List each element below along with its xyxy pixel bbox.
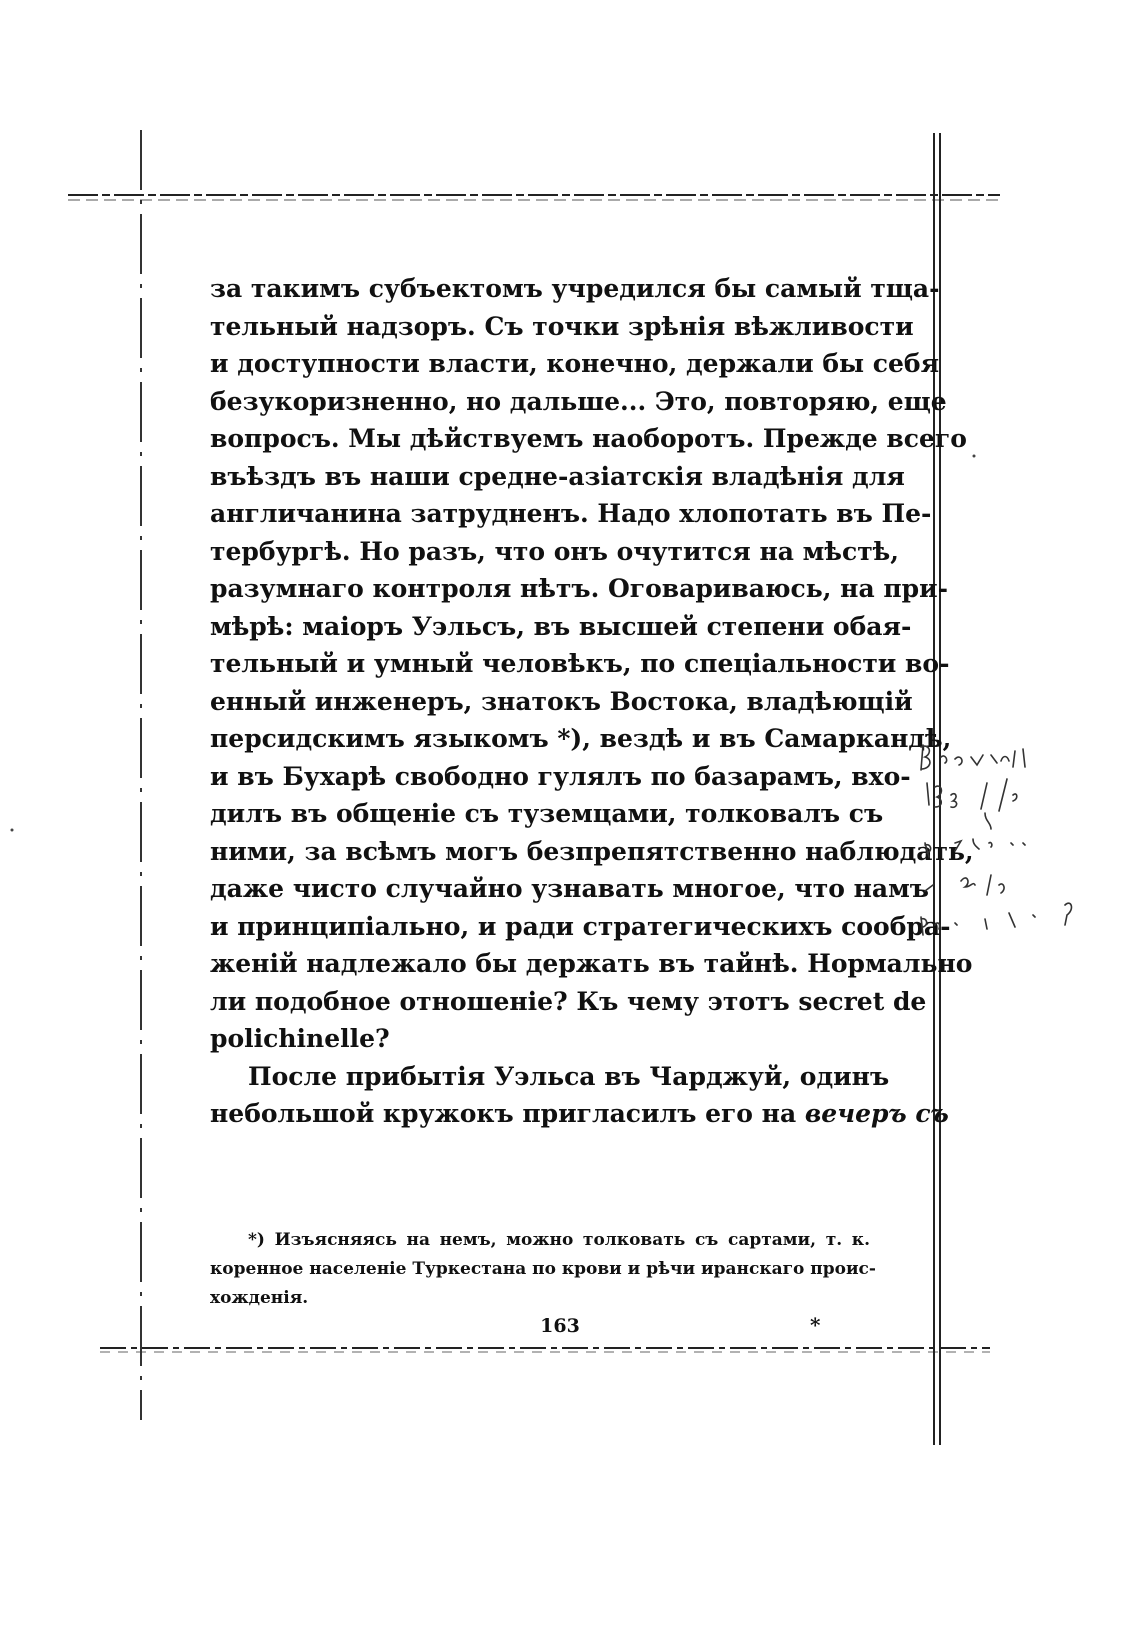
text-line: безукоризненно, но дальше... Это, повторяю, еще: [210, 386, 947, 416]
text-line: вопросъ. Мы дѣйствуемъ наоборотъ. Прежде всего: [210, 424, 967, 453]
text-line-roman: небольшой кружокъ пригласилъ его на: [210, 1099, 797, 1128]
text-line: и доступности власти, конечно, держали бы себя: [210, 349, 940, 378]
text-line: и въ Бухарѣ свободно гулялъ по базарамъ, вхо-: [210, 761, 911, 791]
text-line: разумнаго контроля нѣтъ. Оговариваюсь, на при-: [210, 574, 949, 603]
footnote: [210, 1226, 876, 1313]
italic-phrase: вечеръ съ: [804, 1099, 949, 1128]
text-line: polichinelle?: [210, 1024, 390, 1053]
text-line: ли подобное отношеніе? Къ чему этотъ secret de: [210, 986, 927, 1016]
page-number: 163: [540, 1315, 580, 1337]
footnote-line: *) Изъясняясь на немъ, можно толковать съ сартами, т. к.: [248, 1230, 870, 1250]
text-line: женій надлежало бы держать въ тайнѣ. Нормально: [210, 949, 973, 978]
text-line: ними, за всѣмъ могъ безпрепятственно наблюдать,: [210, 836, 974, 866]
text-line: въѣздъ въ наши средне-азіатскія владѣнія для: [210, 461, 905, 491]
text-line: за такимъ субъектомъ учредился бы самый тща-: [210, 274, 940, 303]
main-text: [210, 270, 974, 1133]
text-line: тельный и умный человѣкъ, по спеціальности во-: [210, 649, 950, 678]
text-line: тербургѣ. Но разъ, что онъ очутится на мѣстѣ,: [210, 536, 899, 566]
text-line: дилъ въ общеніе съ туземцами, толковалъ съ: [210, 799, 884, 828]
text-line: англичанина затрудненъ. Надо хлопотать въ Пе-: [210, 499, 932, 528]
text-line-final: [210, 1095, 949, 1133]
text-line: енный инженеръ, знатокъ Востока, владѣющій: [210, 686, 913, 716]
footnote-line: хожденія.: [210, 1288, 309, 1308]
text-line: персидскимъ языкомъ *), вездѣ и въ Самаркандѣ,: [210, 724, 952, 753]
text-line: даже чисто случайно узнавать многое, что намъ: [210, 874, 929, 903]
text-line: мѣрѣ: маіоръ Уэльсъ, въ высшей степени обая-: [210, 611, 912, 641]
footnote-line: коренное населеніе Туркестана по крови и рѣчи иранскаго проис-: [210, 1259, 876, 1279]
text-line: тельный надзоръ. Съ точки зрѣнія вѣжливости: [210, 311, 914, 341]
text-line: и принципіально, и ради стратегическихъ сообра-: [210, 911, 951, 941]
paragraph-start-line: После прибытія Уэльса въ Чарджуй, одинъ: [248, 1061, 890, 1091]
signature-mark: *: [810, 1313, 821, 1337]
handwritten-margin-note: [915, 735, 1125, 965]
